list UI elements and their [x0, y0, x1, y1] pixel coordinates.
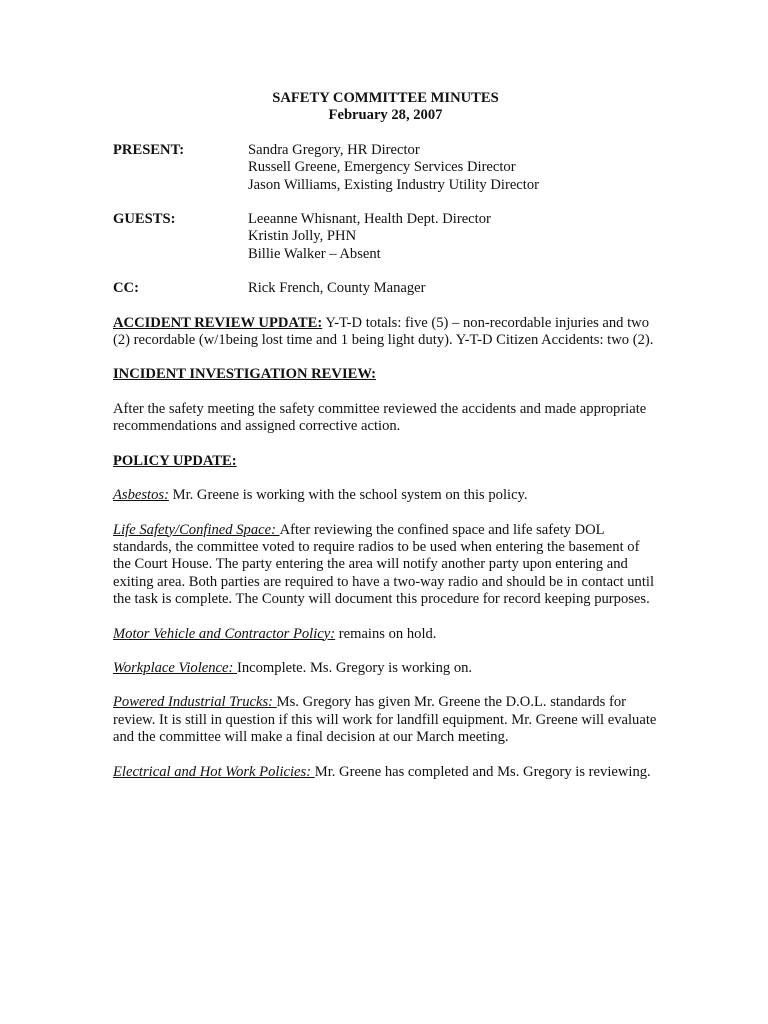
policy-topic: Asbestos: — [113, 487, 169, 504]
policy-item — [113, 522, 658, 609]
policy-item — [113, 626, 658, 643]
document-title: SAFETY COMMITTEE MINUTES — [272, 90, 499, 106]
present-name: Jason Williams, Existing Industry Utility Director — [248, 176, 539, 193]
cc-label: CC: — [113, 280, 139, 297]
policy-item — [113, 764, 658, 781]
present-block — [113, 142, 658, 194]
policy-topic: Workplace Violence: — [113, 659, 237, 676]
policy-topic: Life Safety/Confined Space: — [113, 521, 280, 538]
accident-review-heading: ACCIDENT REVIEW UPDATE: — [113, 314, 323, 331]
policy-topic: Motor Vehicle and Contractor Policy: — [113, 625, 336, 642]
document-date: February 28, 2007 — [328, 107, 443, 124]
incident-investigation-heading: INCIDENT INVESTIGATION REVIEW: — [113, 366, 377, 383]
guest-name: Kristin Jolly, PHN — [248, 228, 357, 245]
present-names — [248, 142, 539, 194]
policy-item — [113, 660, 658, 677]
policy-update-heading: POLICY UPDATE: — [113, 452, 237, 469]
policy-text: remains on hold. — [335, 625, 437, 642]
incident-investigation-text: After the safety meeting the safety committee reviewed the accidents and made appropriate recommendations and assigned corrective action. — [113, 400, 647, 435]
policy-text: Ms. Gregory has given Mr. Greene the D.O.L. standards for review. It is still in question if this will work for landfill equipment. Mr. Greene will evaluate and the committee will make a final decision at our March meeting. — [113, 694, 657, 746]
policy-text: Incomplete. Ms. Gregory is working on. — [237, 659, 473, 676]
policy-item — [113, 694, 658, 746]
policy-text: After reviewing the confined space and life safety DOL standards, the committee voted to require radios to be used when entering the basement of the Court House. The party entering the area will notify another party upon entering and exiting area. Both parties are required to have a two-way radio and should be in contact until the task is complete. The County will document this procedure for record keeping purposes. — [113, 521, 655, 608]
policy-item — [113, 487, 658, 504]
policy-topic: Powered Industrial Trucks: — [113, 694, 277, 711]
cc-names — [248, 280, 426, 297]
policy-text: Mr. Greene has completed and Ms. Gregory is reviewing. — [314, 763, 651, 780]
accident-review-text: Y-T-D totals: five (5) – non-recordable injuries and two (2) recordable (w/1being lost time and 1 being light duty). Y-T-D Citizen Accidents: two (2). — [113, 314, 654, 349]
policy-text: Mr. Greene is working with the school system on this policy. — [168, 487, 528, 504]
policy-topic: Electrical and Hot Work Policies: — [113, 763, 315, 780]
cc-block — [113, 280, 658, 297]
guest-name: Billie Walker – Absent — [248, 245, 381, 262]
present-name: Russell Greene, Emergency Services Director — [248, 159, 516, 176]
present-label: PRESENT: — [113, 141, 185, 158]
guests-names — [248, 211, 491, 263]
cc-name: Rick French, County Manager — [248, 280, 426, 297]
guest-name: Leeanne Whisnant, Health Dept. Director — [248, 211, 491, 228]
present-name: Sandra Gregory, HR Director — [248, 141, 420, 158]
accident-review-paragraph — [113, 315, 658, 350]
guests-label: GUESTS: — [113, 211, 176, 228]
guests-block — [113, 211, 658, 263]
document-page — [113, 90, 658, 781]
